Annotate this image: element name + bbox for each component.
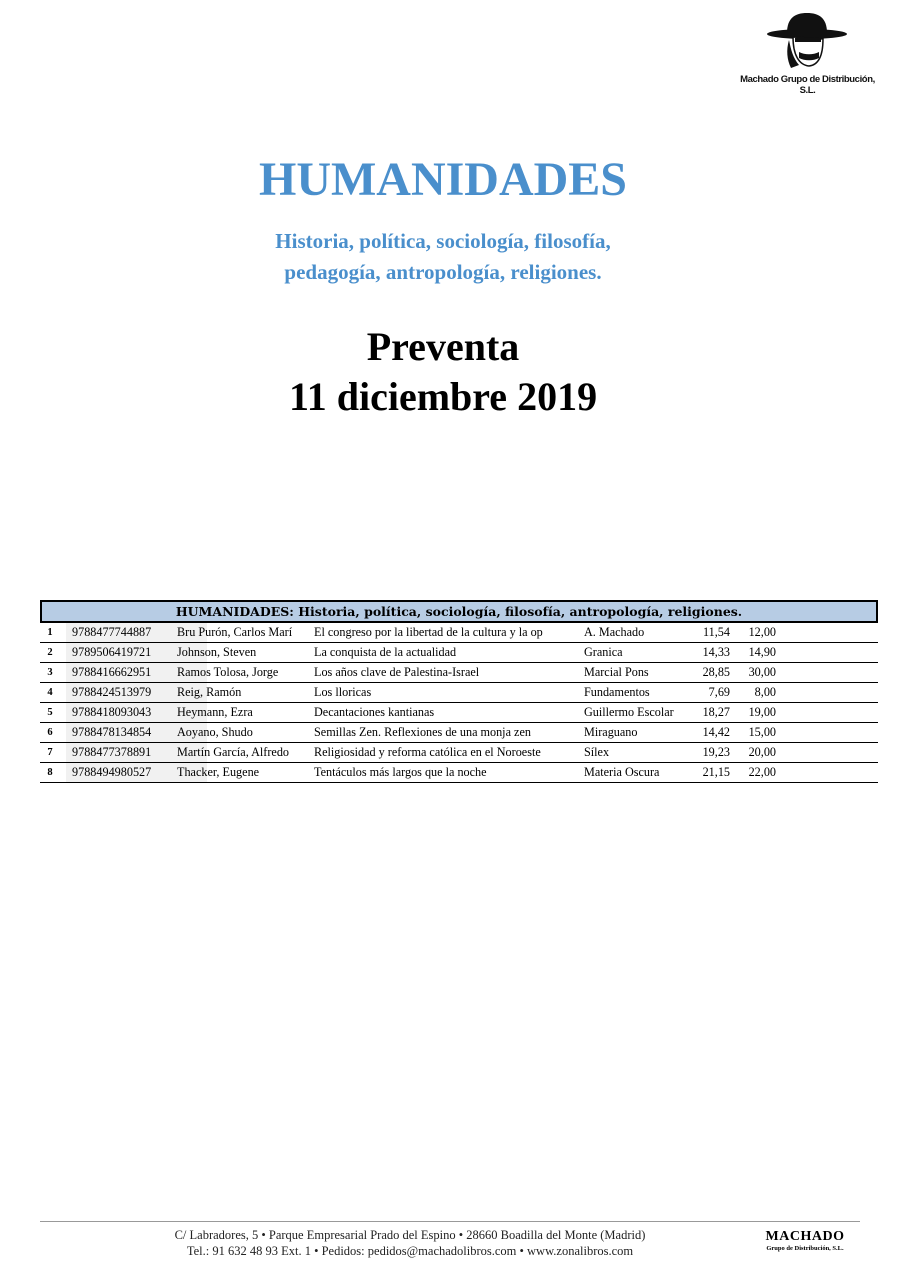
title-cell: Religiosidad y reforma católica en el Noroeste [314,745,541,759]
presale-date: 11 diciembre 2019 [288,374,598,419]
author-cell: Aoyano, Shudo [177,725,253,739]
author-cell: Reig, Ramón [177,685,242,699]
publisher-cell: A. Machado [584,625,645,639]
author-cell: Martín García, Alfredo [177,745,290,759]
logo-text: Machado Grupo de Distribución, S.L. [740,74,875,96]
row-number: 6 [47,727,53,738]
publisher-cell: Sílex [584,745,610,759]
row-number: 2 [47,647,53,658]
page-subtitle [0,226,886,288]
presale-label: Preventa [366,324,520,369]
footer-info [40,1227,780,1259]
company-logo [735,10,880,95]
price-cell: 8,00 [754,685,776,699]
title-cell: Decantaciones kantianas [314,705,435,719]
author-cell: Johnson, Steven [177,645,257,659]
footer-brand [750,1229,860,1252]
footer-address: C/ Labradores, 5 • Parque Empresarial Prado del Espino • 28660 Boadilla del Monte (Madrid) [174,1228,646,1242]
isbn-cell: 9788418093043 [66,703,207,722]
price-cell: 30,00 [748,665,776,679]
isbn-cell: 9788478134854 [66,723,207,742]
price-cell: 22,00 [748,765,776,779]
row-number: 4 [47,687,53,698]
isbn-cell: 9788477378891 [66,743,207,762]
price-cell: 12,00 [748,625,776,639]
price-net-cell: 18,27 [702,705,730,719]
footer-brand-sub: Grupo de Distribución, S.L. [766,1245,844,1252]
publisher-cell: Granica [584,645,623,659]
title-cell: La conquista de la actualidad [314,645,457,659]
isbn-cell: 9788494980527 [66,763,207,782]
price-net-cell: 14,33 [702,645,730,659]
footer-contact: Tel.: 91 632 48 93 Ext. 1 • Pedidos: pedidos@machadolibros.com • www.zonalibros.com [186,1244,634,1258]
table-row [40,663,878,683]
price-net-cell: 19,23 [702,745,730,759]
publisher-cell: Miraguano [584,725,638,739]
price-net-cell: 14,42 [702,725,730,739]
title-cell: Tentáculos más largos que la noche [314,765,487,779]
table-row [40,623,878,643]
price-cell: 14,90 [748,645,776,659]
price-cell: 19,00 [748,705,776,719]
title-cell: Semillas Zen. Reflexiones de una monja zen [314,725,531,739]
man-with-hat-icon [765,10,850,72]
isbn-cell: 9788477744887 [66,623,207,642]
isbn-cell: 9788424513979 [66,683,207,702]
author-cell: Thacker, Eugene [177,765,260,779]
table-row [40,643,878,663]
author-cell: Bru Purón, Carlos Marí [177,625,293,639]
publisher-cell: Marcial Pons [584,665,649,679]
table-row [40,683,878,703]
price-net-cell: 11,54 [703,625,730,639]
price-cell: 20,00 [748,745,776,759]
author-cell: Heymann, Ezra [177,705,253,719]
table-body [40,623,878,783]
table-row [40,743,878,763]
subtitle-line-1: Historia, política, sociología, filosofía, [275,229,611,253]
author-cell: Ramos Tolosa, Jorge [177,665,279,679]
price-net-cell: 28,85 [702,665,730,679]
presale-heading [0,322,886,422]
books-table [40,600,878,783]
table-row [40,723,878,743]
row-number: 3 [47,667,53,678]
isbn-cell: 9788416662951 [66,663,207,682]
table-row [40,703,878,723]
price-net-cell: 7,69 [708,685,730,699]
title-cell: El congreso por la libertad de la cultura y la op [314,625,543,639]
footer-divider [40,1221,860,1222]
title-cell: Los años clave de Palestina-Israel [314,665,480,679]
publisher-cell: Fundamentos [584,685,650,699]
row-number: 7 [47,747,53,758]
page-title: HUMANIDADES [258,153,627,206]
publisher-cell: Guillermo Escolar [584,705,674,719]
price-cell: 15,00 [748,725,776,739]
price-net-cell: 21,15 [702,765,730,779]
row-number: 8 [47,767,53,778]
table-row [40,763,878,783]
publisher-cell: Materia Oscura [584,765,660,779]
row-number: 1 [47,627,53,638]
subtitle-line-2: pedagogía, antropología, religiones. [284,260,602,284]
title-cell: Los lloricas [314,685,372,699]
row-number: 5 [47,707,53,718]
table-heading: HUMANIDADES: Historia, política, sociología, filosofía, antropología, religiones. [40,600,878,623]
footer-brand-name: MACHADO [765,1229,845,1244]
isbn-cell: 9789506419721 [66,643,207,662]
